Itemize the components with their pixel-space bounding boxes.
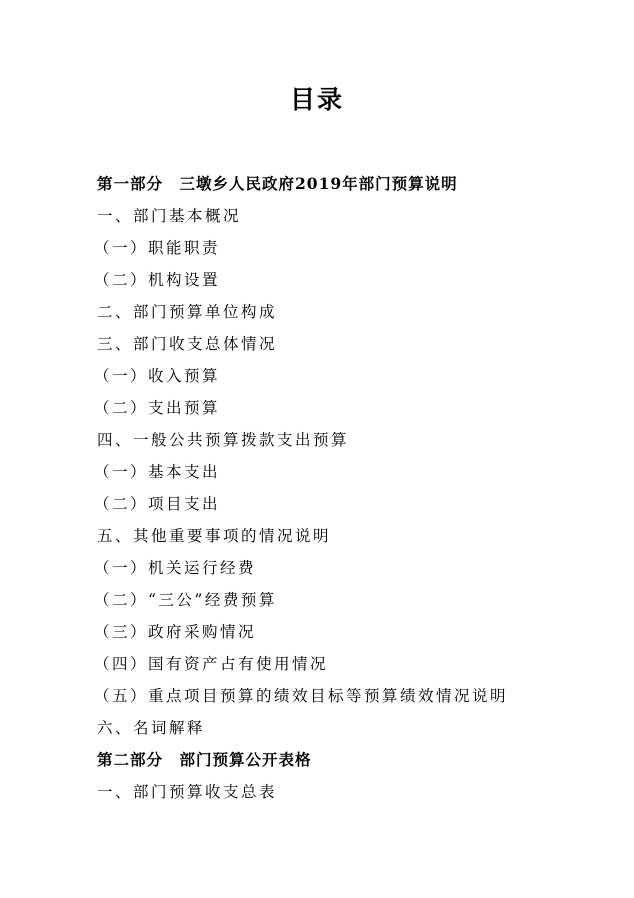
toc-subsection-link[interactable]: （二）机构设置: [94, 271, 221, 289]
toc-subsection-link[interactable]: （二）支出预算: [94, 399, 221, 417]
toc-section-link[interactable]: 四、一般公共预算拨款支出预算: [97, 431, 350, 449]
toc-subsection-link[interactable]: （四）国有资产占有使用情况: [94, 655, 329, 673]
toc-subsection-link[interactable]: （一）基本支出: [94, 463, 221, 481]
toc-subsection-link[interactable]: （二）“三公”经费预算: [94, 591, 277, 609]
toc-section-link[interactable]: 三、部门收支总体情况: [97, 335, 278, 353]
toc-section-link[interactable]: 一、部门预算收支总表: [97, 783, 278, 801]
table-of-contents: [94, 168, 597, 808]
toc-section-link[interactable]: 六、名词解释: [97, 719, 206, 737]
toc-part-heading[interactable]: 第二部分 部门预算公开表格: [97, 750, 312, 769]
toc-subsection-link[interactable]: （五）重点项目预算的绩效目标等预算绩效情况说明: [94, 687, 509, 705]
toc-section-link[interactable]: 五、其他重要事项的情况说明: [97, 527, 332, 545]
toc-section-link[interactable]: 二、部门预算单位构成: [97, 303, 278, 321]
toc-subsection-link[interactable]: （二）项目支出: [94, 495, 221, 513]
toc-section-link[interactable]: 一、部门基本概况: [97, 207, 242, 225]
page-title: 目录: [289, 85, 344, 114]
toc-subsection-link[interactable]: （一）职能职责: [94, 239, 221, 257]
toc-subsection-link[interactable]: （一）收入预算: [94, 367, 221, 385]
toc-subsection-link[interactable]: （三）政府采购情况: [94, 623, 257, 641]
toc-subsection-link[interactable]: （一）机关运行经费: [94, 559, 257, 577]
toc-part-heading[interactable]: 第一部分 三墩乡人民政府2019年部门预算说明: [97, 174, 458, 193]
